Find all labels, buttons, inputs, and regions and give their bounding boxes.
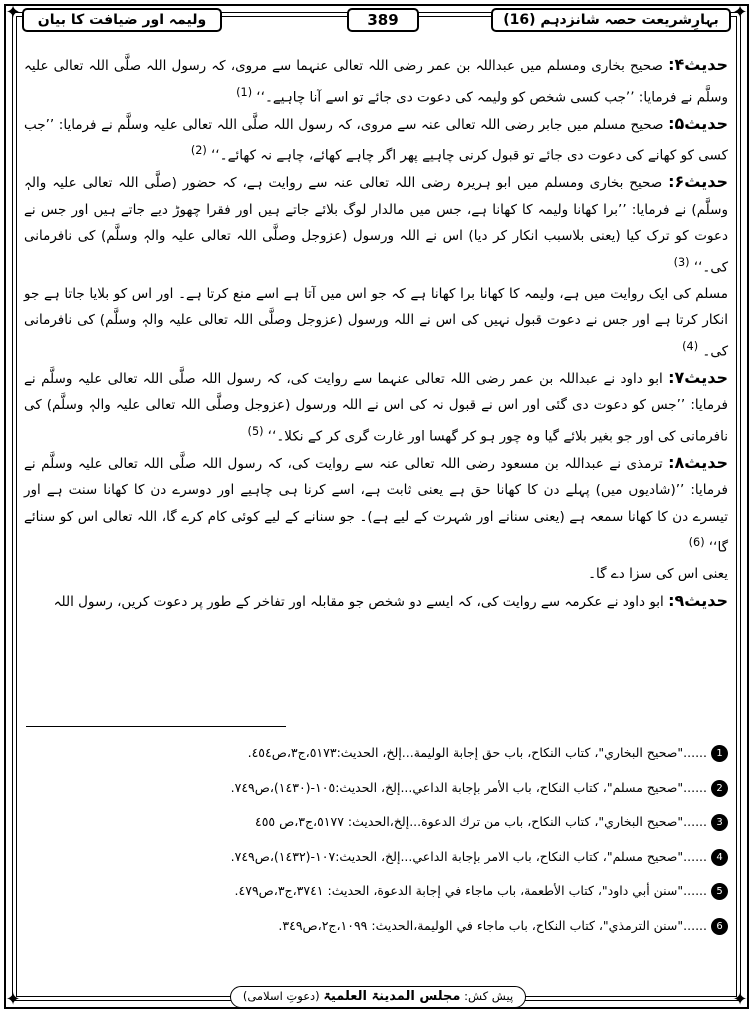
footnote-ref: (5) [247, 424, 264, 438]
hadith-8 [24, 450, 728, 562]
book-title: بہارِشریعت حصہ شانزدہم (16) [491, 8, 731, 32]
hadith-5 [24, 111, 728, 170]
hadith-label: حدیث۵: [668, 113, 729, 133]
hadith-9 [24, 588, 728, 616]
footnote [120, 909, 728, 944]
hadith-text: ابو داود نے عکرمہ سے روایت کی، کہ ایسے دو شخص جو مقابلہ اور تفاخر کے طور پر دعوت کریں، رسول اللہ [53, 593, 664, 610]
hadith-label: حدیث۴: [668, 55, 728, 74]
footnote-text: ......"صحيح البخاري"، كتاب النكاح، باب حق إجابة الوليمة...إلخ، الحديث:٥١٧٣،ج٣،ص٤٥٤. [247, 745, 707, 760]
hadith-label: حدیث۷: [668, 367, 729, 387]
hadith-text: مسلم کی ایک روایت میں ہے، ولیمہ کا کھانا برا کھانا ہے کہ جو اس میں آتا ہے اسے منع کرتا ہے۔ اور اس کو بلایا جاتا ہے جو انکار کرتا ہے اور جس نے دعوت قبول نہیں کی اس نے اللہ ورسول (عزوجل وصلَّی اللہ تعالی علیہ والہٖ وسلَّم) کی نافرمانی کی۔ [24, 285, 728, 359]
hadith-8-note: یعنی اس کی سزا دے گا۔ [588, 566, 728, 582]
footnote-ref: (6) [688, 536, 705, 549]
footnote-number: 6 [711, 918, 728, 935]
hadith-4 [24, 52, 728, 111]
footnote [120, 771, 728, 806]
footnote-text: ......"صحيح مسلم"، كتاب النكاح، باب الامر بإجابة الداعي...إلخ، الحديث:١٠٧-(١٤٣٢)،ص٧٤٩. [230, 848, 707, 864]
footnote-number: 5 [711, 883, 728, 900]
footnote-ref: (1) [236, 85, 253, 99]
page-footer [230, 986, 526, 1008]
footnote [120, 840, 728, 875]
corner-ornament-icon: ✦ [5, 2, 21, 23]
publisher-suffix: (دعوتِ اسلامی) [242, 989, 320, 1003]
corner-ornament-icon: ✦ [732, 2, 748, 23]
footnote-text: ......"صحيح البخاري"، كتاب النكاح، باب من ترك الدعوة...إلخ،الحديث: ٥١٧٧،ج٣،ص ٤٥٥ [254, 814, 707, 830]
footnote [120, 805, 728, 840]
footnotes [120, 736, 728, 944]
hadith-7 [24, 365, 728, 450]
footnote-ref: (4) [682, 339, 699, 353]
hadith-label: حدیث۸: [668, 452, 728, 472]
footnote-number: 3 [711, 814, 728, 831]
corner-ornament-icon: ✦ [5, 989, 21, 1010]
footnote-number: 4 [711, 849, 728, 866]
chapter-title: ولیمہ اور ضیافت کا بیان [22, 8, 222, 32]
page-header [22, 6, 731, 36]
muslim-narration [24, 281, 728, 365]
hadith-label: حدیث۶: [668, 172, 728, 191]
footnote [120, 874, 728, 909]
hadith-text: صحیح بخاری ومسلم میں ابو ہریرہ رضی اللہ تعالی عنہ سے روایت ہے، کہ حضور (صلَّی اللہ تعالی علیہ والہٖ وسلَّم) نے فرمایا: ’’برا کھانا ولیمہ کا کھانا ہے، جس میں مالدار لوگ بلائے جاتے ہیں اور فقرا چھوڑ دیے جاتے ہیں اور جس نے دعوت کو ترک کیا (یعنی بلاسبب انکار کر دیا) اس نے اللہ ورسول (عزوجل وصلَّی اللہ تعالی علیہ والہٖ وسلَّم) کی نافرمانی کی۔‘‘ [24, 175, 728, 275]
main-text [24, 52, 728, 615]
hadith-text: صحیح بخاری ومسلم میں عبداللہ بن عمر رضی اللہ تعالی عنہما سے مروی، کہ رسول اللہ صلَّی اللہ تعالی علیہ وسلَّم نے فرمایا: ’’جب کسی شخص کو ولیمہ کی دعوت دی جائے تو اسے آنا چاہیے۔‘‘ [24, 58, 728, 105]
footnote-separator [26, 726, 286, 727]
footnote-text: ......"سنن الترمذي"، كتاب النكاح، باب ماجاء في الوليمة،الحديث: ١٠٩٩،ج٢،ص٣٤٩. [278, 917, 707, 933]
hadith-text: ترمذی نے عبداللہ بن مسعود رضی اللہ تعالی عنہ سے روایت کی، کہ رسول اللہ صلَّی اللہ تعالی علیہ وسلَّم نے فرمایا: ’’(شادیوں میں) پہلے دن کا کھانا حق ہے یعنی ثابت ہے، اسے کرنا ہی چاہیے اور دوسرے دن کا کھانا سنت ہے اور تیسرے دن کا کھانا سمعہ ہے (یعنی سنانے اور شہرت کے لیے ہے)۔ جو سنانے کے لیے کوئی کام کرے گا، اللہ تعالی اس کو سنائے گا‘‘ [24, 455, 728, 556]
footnote-ref: (3) [673, 255, 690, 269]
footer-prefix: پیش کش: [464, 989, 514, 1003]
corner-ornament-icon: ✦ [732, 989, 748, 1010]
footnote-text: ......"سنن أبي داود"، كتاب الأطعمة، باب ماجاء في إجابة الدعوة، الحديث: ٣٧٤١،ج٣،ص٤٧٩. [234, 883, 707, 899]
hadith-text: صحیح مسلم میں جابر رضی اللہ تعالی عنہ سے مروی، کہ رسول اللہ صلَّی اللہ تعالی علیہ وسلَّم نے فرمایا: ’’جب کسی کو کھانے کی دعوت دی جائے تو قبول کرنی چاہیے پھر اگر چاہے کھائے، چاہے نہ کھائے۔‘‘ [24, 116, 728, 164]
hadith-text: ابو داود نے عبداللہ بن عمر رضی اللہ تعالی عنہما سے روایت کی، کہ رسول اللہ صلَّی اللہ تعالی علیہ وسلَّم نے فرمایا: ’’جس کو دعوت دی گئی اور اس نے قبول نہ کی اس نے اللہ ورسول (عزوجل وصلَّی اللہ تعالی علیہ والہٖ وسلَّم) کی نافرمانی کی اور جو بغیر بلائے گیا وہ چور ہو کر گھسا اور غارت گری کر کے نکلا۔‘‘ [24, 370, 728, 444]
hadith-label: حدیث۹: [668, 590, 728, 610]
footnote-text: ......"صحيح مسلم"، كتاب النكاح، باب الأمر بإجابة الداعي...إلخ، الحديث:١٠٥-(١٤٣٠)،ص٧٤٩. [230, 779, 707, 795]
footnote [120, 736, 728, 771]
footnote-number: 1 [711, 745, 728, 762]
page-number: 389 [347, 8, 419, 32]
footnote-number: 2 [711, 780, 728, 797]
footnote-ref: (2) [190, 144, 207, 157]
publisher-name: مجلس المدینۃ العلمیۃ [323, 989, 461, 1004]
hadith-6 [24, 169, 728, 281]
